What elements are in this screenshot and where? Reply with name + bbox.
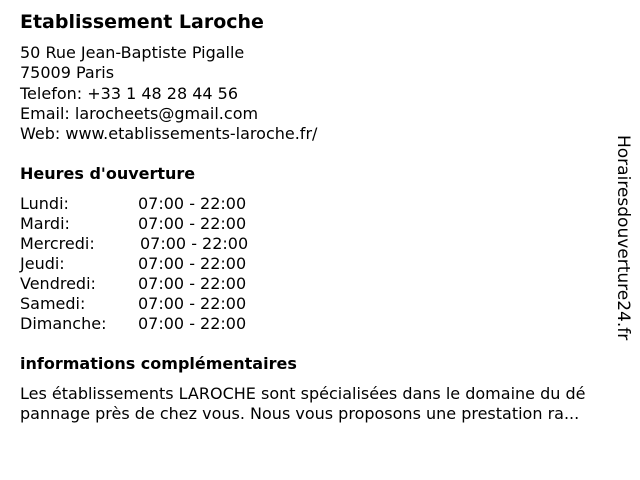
- address-street: 50 Rue Jean-Baptiste Pigalle: [20, 43, 245, 62]
- hours-day: Samedi:: [20, 294, 86, 313]
- hours-row-monday: [20, 194, 280, 214]
- hours-row-thursday: [20, 254, 280, 274]
- hours-day: Vendredi:: [20, 274, 96, 293]
- hours-time: 07:00 - 22:00: [138, 194, 247, 213]
- hours-time: 07:00 - 22:00: [138, 214, 247, 233]
- additional-info-heading: informations complémentaires: [20, 354, 297, 373]
- hours-time: 07:00 - 22:00: [138, 274, 247, 293]
- hours-row-tuesday: [20, 214, 280, 234]
- hours-row-sunday: [20, 314, 280, 334]
- hours-time: 07:00 - 22:00: [138, 314, 247, 333]
- hours-day: Jeudi:: [20, 254, 65, 273]
- hours-time: 07:00 - 22:00: [138, 254, 247, 273]
- opening-hours-heading: Heures d'ouverture: [20, 164, 196, 183]
- web-line: Web: www.etablissements-laroche.fr/: [20, 124, 318, 143]
- watermark-site-name: Horairesdouverture24.fr: [613, 135, 633, 341]
- hours-day: Mardi:: [20, 214, 70, 233]
- phone-line: Telefon: +33 1 48 28 44 56: [20, 84, 239, 103]
- hours-row-friday: [20, 274, 280, 294]
- hours-day: Mercredi:: [20, 234, 95, 253]
- hours-day: Lundi:: [20, 194, 69, 213]
- address-city: 75009 Paris: [20, 63, 115, 82]
- description-line-1: Les établissements LAROCHE sont spécialisées dans le domaine du dé: [20, 384, 586, 403]
- hours-row-wednesday: [20, 234, 280, 254]
- hours-row-saturday: [20, 294, 280, 314]
- hours-time: 07:00 - 22:00: [138, 294, 247, 313]
- hours-day: Dimanche:: [20, 314, 107, 333]
- description-line-2: pannage près de chez vous. Nous vous proposons une prestation ra...: [20, 404, 580, 423]
- hours-time: 07:00 - 22:00: [140, 234, 249, 253]
- email-line: Email: larocheets@gmail.com: [20, 104, 259, 123]
- business-name: Etablissement Laroche: [20, 11, 264, 33]
